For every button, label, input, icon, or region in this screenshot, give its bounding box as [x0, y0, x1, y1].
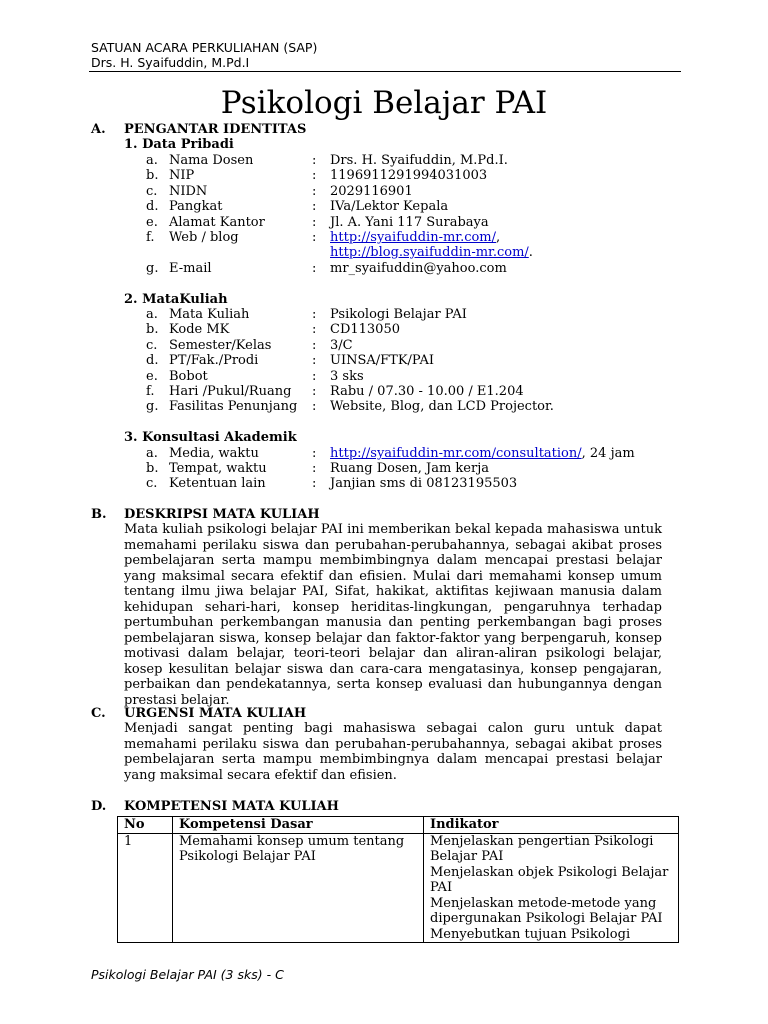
row-colon: :: [312, 214, 317, 230]
row-label: Mata Kuliah: [169, 307, 250, 322]
section-c-letter: C.: [91, 706, 106, 721]
page-title: Psikologi Belajar PAI: [220, 85, 548, 121]
row-label: Semester/Kelas: [169, 337, 272, 353]
section-c-title: URGENSI MATA KULIAH: [124, 706, 307, 721]
row-label: Ketentuan lain: [169, 476, 266, 492]
cell-indikator: [424, 833, 679, 943]
media-key: a.: [146, 446, 158, 461]
col-header-indikator: Indikator: [424, 817, 679, 834]
row-value: 2029116901: [330, 183, 413, 199]
row-label: Tempat, waktu: [169, 461, 267, 476]
col-header-no: No: [118, 817, 173, 834]
row-key: c.: [146, 337, 158, 353]
row-value: CD113050: [330, 322, 400, 338]
row-value: 1196911291994031003: [330, 168, 488, 184]
row-key: d.: [146, 353, 159, 369]
table-row: [118, 833, 679, 943]
indikator-item: Menjelaskan metode-metode yang dipergunakan Psikologi Belajar PAI: [430, 895, 663, 926]
web-link-1-line: http://syaifuddin-mr.com/,: [330, 230, 501, 245]
row-value: 3/C: [330, 337, 353, 353]
section-d-letter: D.: [91, 799, 107, 814]
row-colon: :: [312, 199, 317, 215]
header-line-1: SATUAN ACARA PERKULIAHAN (SAP): [91, 40, 318, 55]
row-value: Psikologi Belajar PAI: [330, 307, 467, 322]
data-pribadi-heading: 1. Data Pribadi: [124, 137, 234, 152]
row-key: b.: [146, 461, 159, 476]
row-value: Website, Blog, dan LCD Projector.: [330, 399, 554, 415]
consultation-link[interactable]: http://syaifuddin-mr.com/consultation/: [330, 446, 582, 461]
row-key: c.: [146, 476, 158, 492]
media-rest: , 24 jam: [581, 446, 635, 461]
row-colon: :: [312, 476, 317, 492]
row-value: Drs. H. Syaifuddin, M.Pd.I.: [330, 153, 508, 168]
row-value: UINSA/FTK/PAI: [330, 353, 434, 369]
row-key: g.: [146, 399, 159, 415]
row-colon: :: [312, 153, 317, 168]
section-b-letter: B.: [91, 507, 107, 522]
row-label: Alamat Kantor: [169, 214, 265, 230]
section-c-text: Menjadi sangat penting bagi mahasiswa sebagai calon guru untuk dapat memahami perilaku siswa dan perubahan-perubahannya, sebagai akibat proses pembelajaran serta mampu membimbingnya dalam mencapai prestasi belajar yang maksimal secara efektif dan efisien.: [124, 721, 662, 783]
row-colon: :: [312, 322, 317, 338]
col-header-kompetensi: Kompetensi Dasar: [173, 817, 424, 834]
section-b-text: Mata kuliah psikologi belajar PAI ini memberikan bekal kepada mahasiswa untuk memahami perilaku siswa dan perubahan-perubahannya, sebagai akibat proses pembelajaran serta mampu membimbingnya dalam mencapai prestasi belajar yang maksimal secara efektif dan efisien. Mulai dari memahami konsep umum tentang ilmu jiwa belajar PAI, Sifat, hakikat, aktifitas kejiwaan manusia dalam kehidupan sehari-hari, konsep heriditas-lingkungan, pengaruhnya terhadap pertumbuhan perkembangan manusia dan penting perkembangan bagi proses pembelajaran siswa, konsep belajar dan faktor-faktor yang berpengaruh, konsep motivasi dalam belajar, teori-teori belajar dan aliran-aliran psikologi belajar, kosep kesulitan belajar siswa dan cara-cara mengatasinya, konsep pengajaran, perbaikan dan pendekatannya, serta konsep evaluasi dan hubungannya dengan prestasi belajar.: [124, 522, 662, 708]
row-colon: :: [312, 368, 317, 384]
section-a-title: PENGANTAR IDENTITAS: [124, 122, 307, 137]
indikator-item: Menjelaskan pengertian Psikologi Belajar PAI: [430, 833, 654, 864]
indikator-item: Menjelaskan objek Psikologi Belajar PAI: [430, 864, 669, 895]
row-label: NIDN: [169, 183, 208, 199]
web-link-2[interactable]: http://blog.syaifuddin-mr.com/: [330, 245, 529, 260]
row-label: Hari /Pukul/Ruang: [169, 384, 292, 399]
row-value: Ruang Dosen, Jam kerja: [330, 461, 489, 476]
row-key: a.: [146, 307, 158, 322]
row-value: Rabu / 07.30 - 10.00 / E1.204: [330, 384, 524, 399]
row-value: IVa/Lektor Kepala: [330, 199, 449, 215]
matakuliah-heading: 2. MataKuliah: [124, 292, 228, 307]
web-link-2-line: http://blog.syaifuddin-mr.com/.: [330, 245, 533, 260]
indikator-item: Menyebutkan tujuan Psikologi: [430, 926, 631, 942]
row-key: c.: [146, 183, 158, 199]
row-value: Janjian sms di 08123195503: [330, 476, 518, 492]
section-a-letter: A.: [91, 122, 106, 137]
media-value: [330, 446, 635, 462]
row-key: e.: [146, 214, 158, 230]
row-label: Pangkat: [169, 199, 223, 215]
cell-no: 1: [118, 833, 173, 943]
row-label: Bobot: [169, 368, 208, 384]
row-colon: :: [312, 461, 317, 476]
email-label: E-mail: [169, 261, 212, 276]
web-colon: :: [312, 230, 317, 245]
konsultasi-heading: 3. Konsultasi Akademik: [124, 430, 297, 445]
section-b-title: DESKRIPSI MATA KULIAH: [124, 507, 320, 522]
row-colon: :: [312, 183, 317, 199]
email-value: mr_syaifuddin@yahoo.com: [330, 261, 507, 276]
web-label: Web / blog: [169, 230, 239, 245]
web-key: f.: [146, 230, 155, 245]
row-colon: :: [312, 307, 317, 322]
row-key: b.: [146, 322, 159, 338]
row-key: d.: [146, 199, 159, 215]
row-colon: :: [312, 399, 317, 415]
row-colon: :: [312, 168, 317, 184]
row-key: a.: [146, 153, 158, 168]
web-link-1[interactable]: http://syaifuddin-mr.com/: [330, 230, 497, 245]
row-value: 3 sks: [330, 368, 364, 384]
header-divider: [89, 71, 681, 72]
page-footer: Psikologi Belajar PAI (3 sks) - C: [91, 967, 284, 982]
row-key: f.: [146, 384, 155, 399]
row-key: e.: [146, 368, 158, 384]
media-colon: :: [312, 446, 317, 461]
row-label: NIP: [169, 168, 195, 184]
row-key: b.: [146, 168, 159, 184]
header-line-2: Drs. H. Syaifuddin, M.Pd.I: [91, 55, 250, 70]
row-label: Nama Dosen: [169, 153, 254, 168]
email-key: g.: [146, 261, 159, 276]
email-colon: :: [312, 261, 317, 276]
cell-kompetensi: Memahami konsep umum tentang Psikologi Belajar PAI: [173, 833, 424, 943]
row-value: Jl. A. Yani 117 Surabaya: [330, 214, 489, 230]
row-label: Fasilitas Penunjang: [169, 399, 298, 415]
row-colon: :: [312, 384, 317, 399]
row-colon: :: [312, 353, 317, 369]
section-d-title: KOMPETENSI MATA KULIAH: [124, 799, 339, 814]
media-label: Media, waktu: [169, 446, 259, 461]
table-header-row: [118, 817, 679, 834]
kompetensi-table: [117, 816, 679, 943]
row-label: PT/Fak./Prodi: [169, 353, 259, 369]
document-header: [91, 40, 317, 70]
row-label: Kode MK: [169, 322, 230, 338]
row-colon: :: [312, 337, 317, 353]
